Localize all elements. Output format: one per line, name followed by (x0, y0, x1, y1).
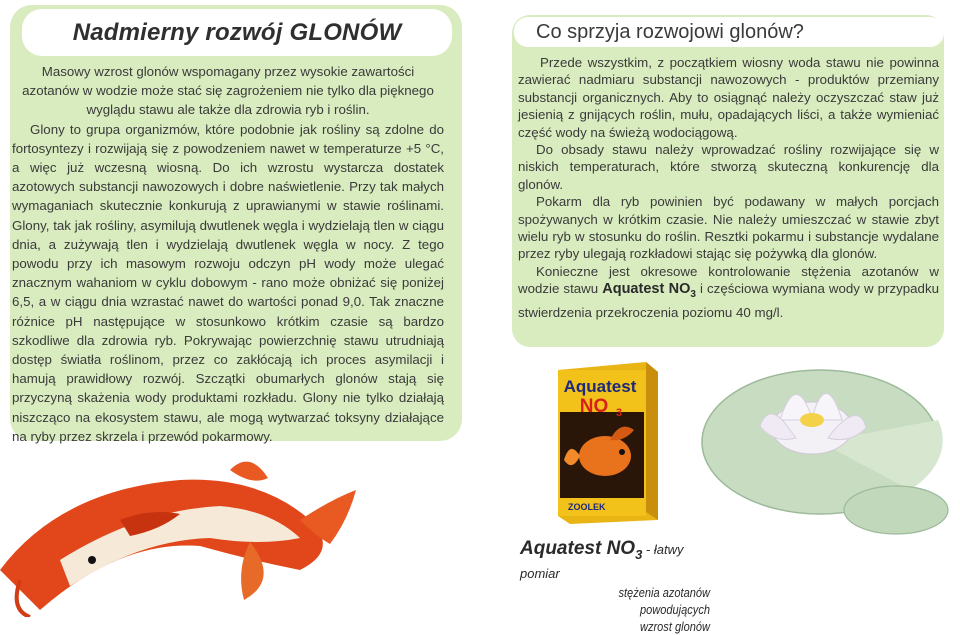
box-formula-text: NO (579, 396, 609, 417)
right-paragraph-4 (518, 263, 939, 321)
water-lily-image (700, 360, 950, 540)
left-paragraph-1: Masowy wzrost glonów wspomagany przez wysokie zawartości azotanów w wodzie może stać się zagrożeniem nie tylko dla pięknego wyglądu stawu ale także dla zdrowia ryb i roślin. (22, 64, 434, 118)
left-title-bar (22, 9, 452, 56)
box-brand-text: Aquatest (563, 377, 637, 396)
right-paragraph-2: Do obsady stawu należy wprowadzać rośliny rozwijające się w niskich temperaturach, które stworzą skuteczną konkurencję dla glonów. (518, 142, 939, 192)
right-body (518, 54, 939, 321)
aquatest-brand-inline: Aquatest $NO_3$ (602, 281, 696, 301)
koi-fish-image (0, 450, 360, 617)
right-title: Co sprzyja rozwojowi glonów? (536, 21, 804, 43)
left-paragraph-2: Glony to grupa organizmów, które podobnie jak rośliny są zdolne do fortosyntezy i rozwijają się z powodzeniem nawet w temperaturze +5 °C, a więc już wczesną wiosną. Do ich wzrostu wystarcza dostatek azotowych substancji nawozowych i dobre naświetlenie. Przy tak małych wymaganiach skutecznie konkurują z uprawianymi w stawie roślinami. Glony, tak jak rośliny, asymilują dwutlenek węgla i wydzielają tlen w ciągu dnia, a zużywają tlen i wydzielają dwutlenek węgla w nocy. Z tego powodu przy ich masowym rozwoju odczyn pH wody może ulegać znacznym wahaniom w cyklu dobowym - rano może obniżać się poniżej 6,5, a w ciągu dnia wzrastać nawet do wartości ponad 9,0. Tak znaczne różnice pH następujące w stosunkowo krótkim czasie są bardzo szkodliwe dla zdrowia ryb. Pokrywając powierzchnię stawu utrudniają dostęp światła roślinom, przez co zakłócają ich proces asymilacji i hamują prawidłowy rozwój. Szczątki obumarłych glonów stają się przyczyną skażenia wody produktami rozkładu. Glony nie tylko działają niszcząco na ekosystem stawu, ale mogą wytwarzać toksyny działające na ryby przez skrzela i przewód pokarmowy. (12, 121, 444, 444)
aquatest-box-image (550, 360, 662, 526)
box-formula-sub: 3 (616, 407, 623, 419)
product-caption (520, 538, 710, 635)
caption-brand: Aquatest $NO_3$ - łatwy pomiar (520, 538, 684, 581)
right-paragraph-1: Przede wszystkim, z początkiem wiosny woda stawu nie powinna zawierać nadmiaru substancji nawozowych - produktów przemiany substancji organicznych. Aby to osiągnąć należy oczyszczać staw już jesienią z gnijących roślin, mułu, opadających liści, a także wymieniać część wody na świeżą wodociągową. (518, 55, 939, 140)
box-maker-text: ZOOLEK (568, 502, 606, 512)
right-p4-after: i częściowa wymiana wody w przypadku stwierdzenia przekroczenia poziomu 40 mg/l. (518, 281, 939, 320)
caption-line-3: wzrost glonów (639, 618, 710, 634)
right-title-bar (514, 17, 944, 47)
caption-line-2: stężenia azotanów powodujących (618, 584, 710, 617)
right-p4-before: Konieczne jest okresowe kontrolowanie stężenia azotanów w wodzie stawu (518, 263, 939, 297)
left-body (12, 62, 444, 446)
left-title: Nadmierny rozwój GLONÓW (72, 18, 402, 46)
right-paragraph-3: Pokarm dla ryb powinien być podawany w małych porcjach spożywanych w krótkim czasie. Nie należy umieszczać w stawie zbyt wielu ryb w stosunku do roślin. Resztki pokarmu i substancje wydalane przez ryby ulegają rozkładowi stając się pożywką dla glonów. (518, 194, 939, 262)
